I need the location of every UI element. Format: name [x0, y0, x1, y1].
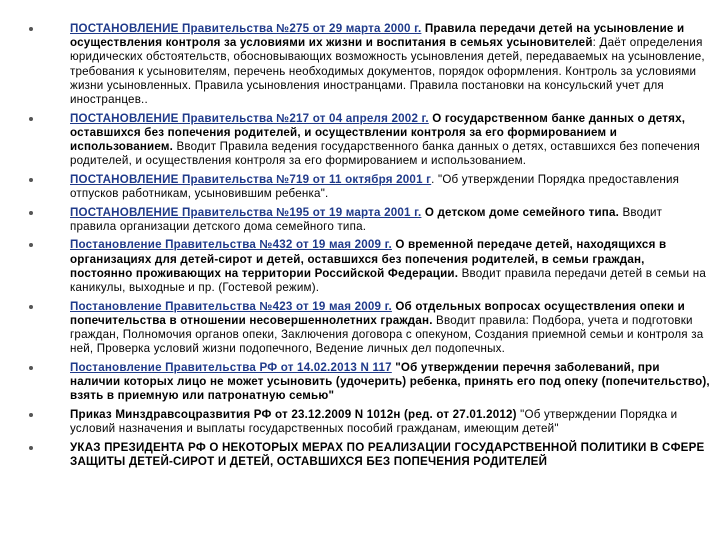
bullet-icon [29, 413, 33, 417]
list-item [70, 112, 710, 169]
document-description: . "Об утверждении Порядка предоставления отпусков работникам, усыновившим ребенка". [70, 172, 680, 201]
bullet-icon [29, 117, 33, 121]
document-list [70, 22, 710, 473]
document-description: Вводит Правила ведения государственного банка данных о детях, оставшихся без попечения родителей, и осуществления контроля за его формированием и использованием. [70, 140, 700, 168]
document-title: Правила передачи детей на усыновление и осуществления контроля за условиями их жизни и воспитания в семьях усыновителей [70, 22, 685, 50]
list-item [70, 408, 710, 436]
document-title: Об отдельных вопросах осуществления опеки и попечительства в отношении несовершеннолетних граждан. [70, 299, 685, 327]
document-title: О временной передаче детей, находящихся в организациях для детей-сирот и детей, оставшихся без попечения родителей, в семьи граждан, постоянно проживающих на территории Российской Федерации. [70, 238, 667, 280]
document-link[interactable]: Постановление Правительства №432 от 19 мая 2009 г. [70, 238, 392, 252]
bullet-icon [29, 27, 33, 31]
list-item [70, 441, 710, 469]
list-item [70, 206, 710, 234]
document-title: УКАЗ ПРЕЗИДЕНТА РФ О НЕКОТОРЫХ МЕРАХ ПО РЕАЛИЗАЦИИ ГОСУДАРСТВЕННОЙ ПОЛИТИКИ В СФЕРЕ ЗАЩИТЫ ДЕТЕЙ-СИРОТ И ДЕТЕЙ, ОСТАВШИХСЯ БЕЗ ПОПЕЧЕНИЯ РОДИТЕЛЕЙ [70, 440, 705, 468]
list-item [70, 300, 710, 357]
bullet-icon [29, 243, 33, 247]
document-link[interactable]: ПОСТАНОВЛЕНИЕ Правительства №217 от 04 апреля 2002 г. [70, 111, 429, 125]
list-item [70, 173, 710, 201]
bullet-icon [29, 446, 33, 450]
document-title: О детском доме семейного типа. [421, 205, 620, 219]
document-description: : Даёт определения юридических обстоятельств, обосновывающих возможность усыновления детей, передаваемых на усыновление, требования к усыновителям, перечень необходимых документов, порядок оформления. Контроль за условиями жизни усыновленных. Правила усыновления иностранцами. Правила постановки на консульский учет для иностранцев.. [70, 36, 705, 107]
bullet-icon [29, 211, 33, 215]
document-title: Приказ Минздравсоцразвития РФ от 23.12.2009 N 1012н (ред. от 27.01.2012) [70, 407, 517, 421]
list-item [70, 361, 710, 404]
document-link[interactable]: ПОСТАНОВЛЕНИЕ Правительства №195 от 19 марта 2001 г. [70, 205, 422, 219]
document-description: Вводит правила организации детского дома семейного типа. [70, 205, 663, 233]
list-item [70, 238, 710, 295]
document-link[interactable]: ПОСТАНОВЛЕНИЕ Правительства №275 от 29 марта 2000 г. [70, 22, 422, 35]
document-description: "Об утверждении Порядка и условий назначения и выплаты государственных пособий гражданам, имеющим детей" [70, 407, 678, 436]
list-item [70, 22, 710, 107]
document-description: Вводит правила передачи детей в семьи на каникулы, выходные и пр. (Гостевой режим). [70, 266, 706, 295]
bullet-icon [29, 366, 33, 370]
bullet-icon [29, 305, 33, 309]
document-title: "Об утверждении перечня заболеваний, при наличии которых лицо не может усыновить (удочерить) ребенка, принять его под опеку (попечительство), взять в приемную или патронатную семью" [70, 360, 710, 403]
bullet-icon [29, 178, 33, 182]
document-link[interactable]: ПОСТАНОВЛЕНИЕ Правительства №719 от 11 октября 2001 г [70, 172, 432, 186]
document-link[interactable]: Постановление Правительства РФ от 14.02.2013 N 117 [70, 360, 392, 374]
document-link[interactable]: Постановление Правительства №423 от 19 мая 2009 г. [70, 299, 392, 313]
document-description: Вводит правила: Подбора, учета и подготовки граждан, Полномочия органов опеки, Заключения договора с опекуном, Создания приемной семьи и контроля за ней, Проверка условий жизни подопечного, Ведение личных дел подопечных. [70, 313, 704, 356]
document-title: О государственном банке данных о детях, оставшихся без попечения родителей, и осуществлении контроля за его формированием и использованием. [70, 111, 686, 154]
